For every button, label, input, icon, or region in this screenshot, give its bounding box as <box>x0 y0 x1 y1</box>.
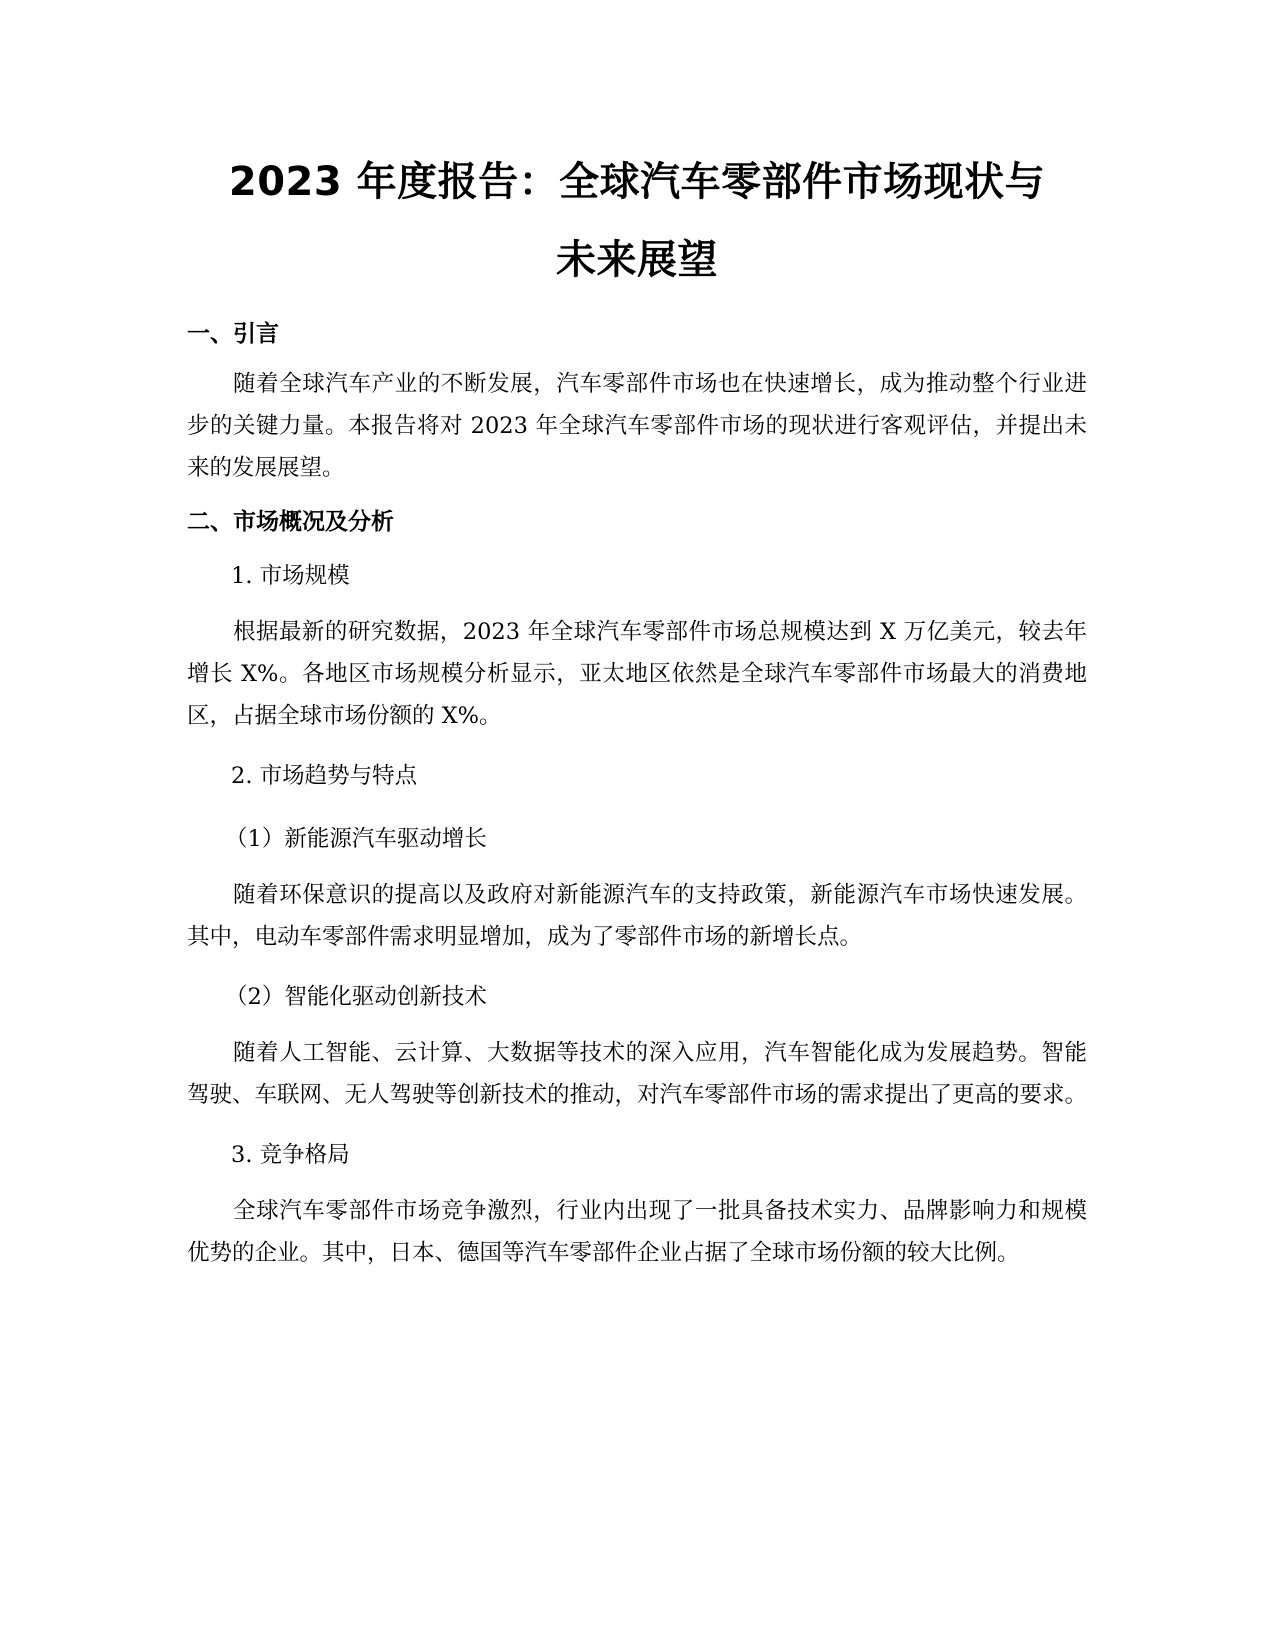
subsection-heading-market-size: 1. 市场规模 <box>231 563 350 589</box>
section-heading-market-overview: 二、市场概况及分析 <box>187 509 394 535</box>
introduction-paragraph: 随着全球汽车产业的不断发展，汽车零部件市场也在快速增长，成为推动整个行业进步的关键力量。本报告将对 2023 年全球汽车零部件市场的现状进行客观评估，并提出未来的发展展望。 <box>187 371 1087 481</box>
section-heading-introduction: 一、引言 <box>187 321 279 347</box>
competition-paragraph: 全球汽车零部件市场竞争激烈，行业内出现了一批具备技术实力、品牌影响力和规模优势的企业。其中，日本、德国等汽车零部件企业占据了全球市场份额的较大比例。 <box>187 1198 1087 1266</box>
document-page <box>187 143 1087 1274</box>
new-energy-paragraph: 随着环保意识的提高以及政府对新能源汽车的支持政策，新能源汽车市场快速发展。其中，电动车零部件需求明显增加，成为了零部件市场的新增长点。 <box>187 882 1087 950</box>
document-title <box>187 143 1087 299</box>
trend-heading-new-energy: （1）新能源汽车驱动增长 <box>225 826 487 852</box>
title-line-1: 2023 年度报告：全球汽车零部件市场现状与 <box>228 159 1046 205</box>
trend-heading-intelligence: （2）智能化驱动创新技术 <box>225 984 487 1010</box>
market-size-paragraph: 根据最新的研究数据，2023 年全球汽车零部件市场总规模达到 X 万亿美元，较去年增长 X%。各地区市场规模分析显示，亚太地区依然是全球汽车零部件市场最大的消费地区，占据全球市场份额的 X%。 <box>187 619 1087 729</box>
subsection-heading-competition: 3. 竞争格局 <box>231 1142 350 1168</box>
title-line-2: 未来展望 <box>556 237 718 283</box>
subsection-heading-market-trends: 2. 市场趋势与特点 <box>231 763 418 789</box>
intelligence-paragraph: 随着人工智能、云计算、大数据等技术的深入应用，汽车智能化成为发展趋势。智能驾驶、车联网、无人驾驶等创新技术的推动，对汽车零部件市场的需求提出了更高的要求。 <box>187 1040 1088 1108</box>
